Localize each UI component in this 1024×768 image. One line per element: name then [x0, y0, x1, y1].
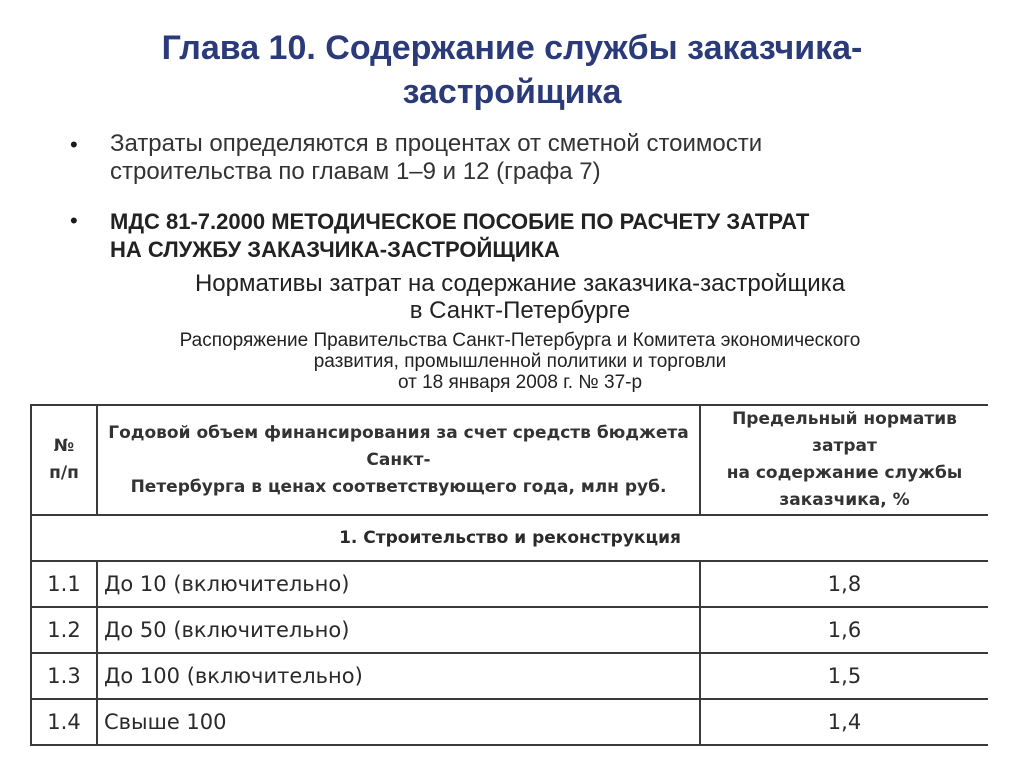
bullet-mds-line1: МДС 81-7.2000 МЕТОДИЧЕСКОЕ ПОСОБИЕ ПО РАСЧЕТУ ЗАТРАТ: [110, 209, 810, 234]
header-number-line2: п/п: [49, 463, 79, 483]
table-row: [31, 607, 988, 653]
table-row: [31, 699, 988, 745]
table-row: [31, 653, 988, 699]
norms-heading: [0, 270, 1024, 324]
header-limit-line1: Предельный норматив затрат: [732, 409, 957, 456]
norms-heading-line2: в Санкт-Петербурге: [409, 297, 631, 324]
row-description: До 10 (включительно): [97, 561, 700, 607]
order-reference-line1: Распоряжение Правительства Санкт-Петербурга и Комитета экономического: [179, 330, 861, 351]
row-number: 1.4: [31, 699, 97, 745]
row-number: 1.3: [31, 653, 97, 699]
row-description: Свыше 100: [97, 699, 700, 745]
slide-title: [0, 26, 1024, 114]
header-volume-line1: Годовой объем финансирования за счет средств бюджета Санкт-: [108, 422, 689, 470]
norms-table-container: [30, 404, 988, 768]
bullet-mds-line2: НА СЛУЖБУ ЗАКАЗЧИКА-ЗАСТРОЙЩИКА: [110, 237, 560, 262]
row-value: 1,4: [700, 699, 988, 745]
row-number: 1.2: [31, 607, 97, 653]
row-value: 1,8: [700, 561, 988, 607]
norms-table: [30, 404, 988, 746]
slide-title-line2: застройщика: [402, 73, 622, 111]
header-limit-line3: заказчика, %: [779, 490, 910, 510]
order-reference: [0, 330, 1024, 393]
section-title: 1. Строительство и реконструкция: [31, 515, 988, 561]
slide-title-line1: Глава 10. Содержание службы заказчика-: [161, 29, 863, 67]
header-limit-line2: на содержание службы: [726, 463, 963, 483]
row-value: 1,5: [700, 653, 988, 699]
bullet-costs-line1: Затраты определяются в процентах от сметной стоимости: [110, 130, 763, 157]
header-volume-line2: Петербурга в ценах соответствующего года, млн руб.: [130, 476, 667, 497]
header-limit: [700, 405, 988, 515]
norms-heading-line1: Нормативы затрат на содержание заказчика-застройщика: [194, 270, 846, 297]
row-number: 1.1: [31, 561, 97, 607]
bullet-marker: •: [70, 132, 78, 157]
header-volume: [97, 405, 700, 515]
bullet-mds-text: [110, 208, 970, 264]
row-description: До 100 (включительно): [97, 653, 700, 699]
header-number-line1: №: [53, 436, 75, 456]
order-reference-line3: от 18 января 2008 г. № 37-р: [397, 372, 643, 393]
order-reference-line2: развития, промышленной политики и торговли: [313, 351, 727, 372]
table-header-row: [31, 405, 988, 515]
header-number: [31, 405, 97, 515]
bullet-costs-line2: строительства по главам 1–9 и 12 (графа 7): [110, 158, 601, 185]
section-row: [31, 515, 988, 561]
bullet-marker: •: [70, 208, 78, 233]
bullet-costs-text: [110, 130, 970, 186]
row-value: 1,6: [700, 607, 988, 653]
row-description: До 50 (включительно): [97, 607, 700, 653]
table-row: [31, 561, 988, 607]
